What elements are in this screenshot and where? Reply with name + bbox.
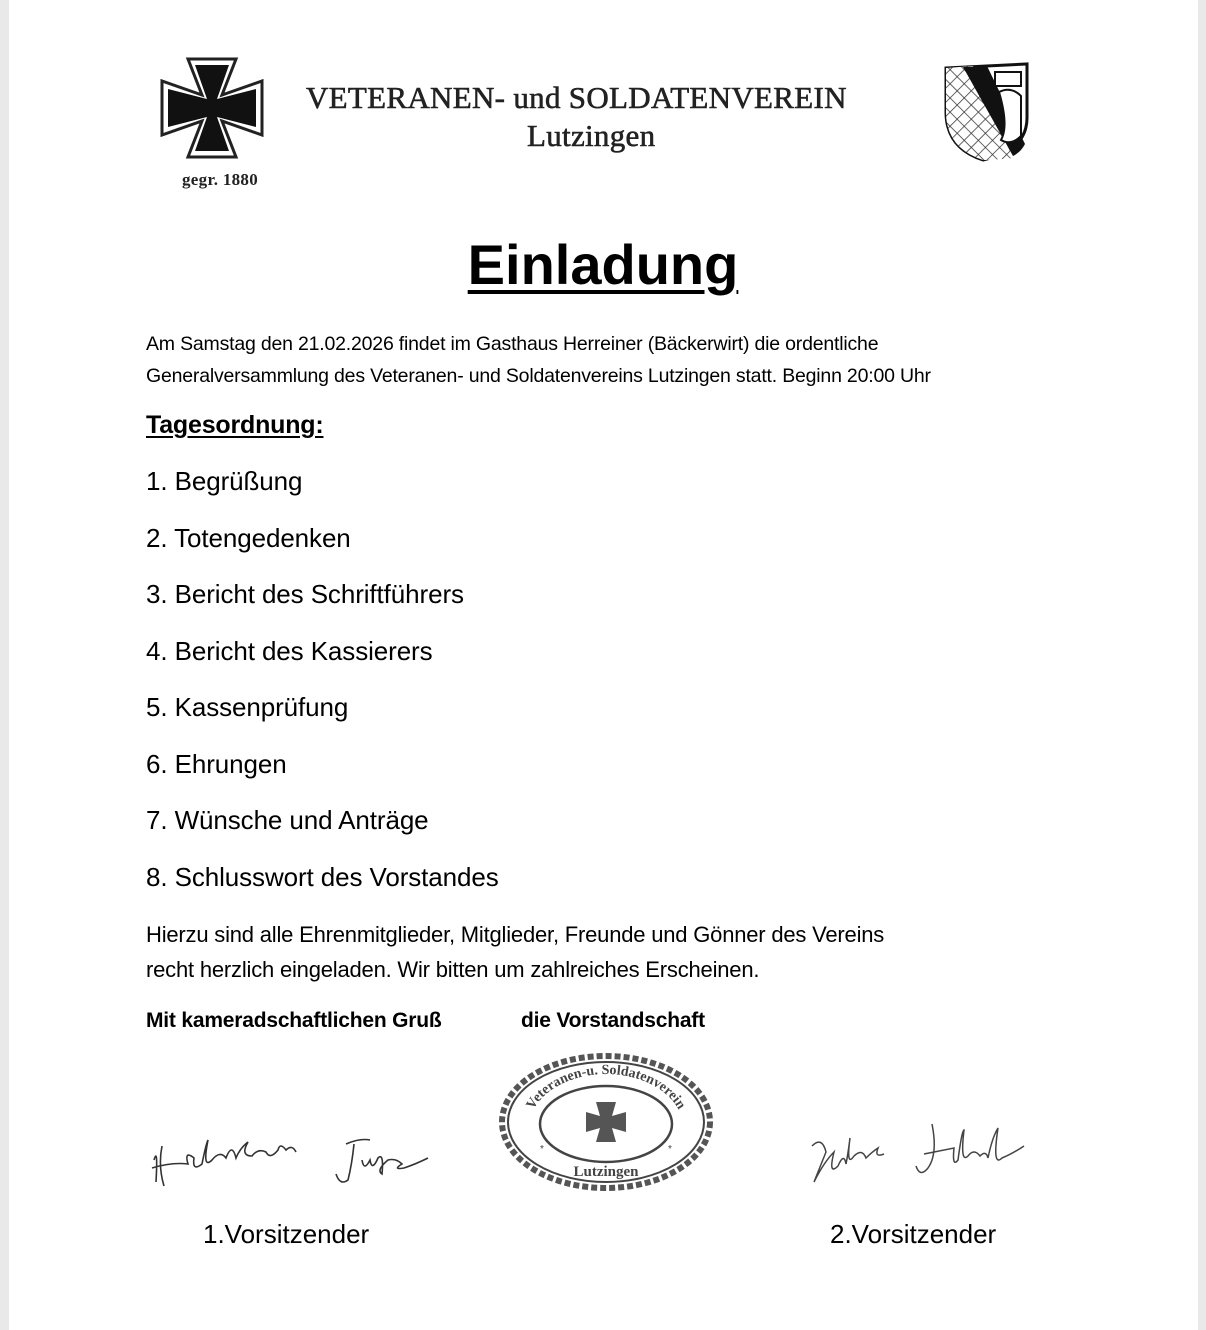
signature-second-chairman <box>806 1118 1036 1190</box>
founded-text: gegr. 1880 <box>182 170 259 189</box>
closing-line-2: recht herzlich eingeladen. Wir bitten um zahlreiches Erscheinen. <box>146 957 760 982</box>
org-name: VETERANEN- und SOLDATENVEREIN <box>306 80 847 115</box>
signature-first-chairman <box>148 1130 433 1192</box>
intro-line-1: Am Samstag den 21.02.2026 findet im Gasthaus Herreiner (Bäckerwirt) die ordentliche <box>146 333 879 355</box>
svg-text:*: * <box>540 1144 544 1155</box>
org-location: Lutzingen <box>527 118 656 153</box>
agenda-item: 1. Begrüßung <box>146 466 303 496</box>
board-text: die Vorstandschaft <box>521 1009 705 1032</box>
agenda-item: 7. Wünsche und Anträge <box>146 805 429 835</box>
agenda-item: 5. Kassenprüfung <box>146 692 349 722</box>
agenda-item: 2. Totengedenken <box>146 523 351 553</box>
document-title: Einladung <box>467 233 739 296</box>
intro-line-2: Generalversammlung des Veteranen- und Soldatenvereins Lutzingen statt. Beginn 20:00 Uhr <box>146 365 931 387</box>
agenda-item: 6. Ehrungen <box>146 749 287 779</box>
svg-text:Veteranen-u. Soldatenverein: Veteranen-u. Soldatenverein <box>523 1062 689 1113</box>
role-first-chairman: 1.Vorsitzender <box>203 1219 370 1249</box>
role-second-chairman: 2.Vorsitzender <box>830 1219 997 1249</box>
agenda-item: 4. Bericht des Kassierers <box>146 636 433 666</box>
club-stamp <box>498 1052 714 1192</box>
agenda-heading: Tagesordnung: <box>146 411 324 439</box>
svg-text:Lutzingen: Lutzingen <box>573 1164 639 1180</box>
closing-line-1: Hierzu sind alle Ehrenmitglieder, Mitglieder, Freunde und Gönner des Vereins <box>146 922 885 947</box>
coat-of-arms-icon <box>943 62 1031 162</box>
iron-cross-icon <box>160 57 264 159</box>
agenda-item: 3. Bericht des Schriftführers <box>146 579 464 609</box>
greeting-text: Mit kameradschaftlichen Gruß <box>146 1009 442 1032</box>
svg-text:*: * <box>668 1144 672 1155</box>
agenda-item: 8. Schlusswort des Vorstandes <box>146 862 499 892</box>
